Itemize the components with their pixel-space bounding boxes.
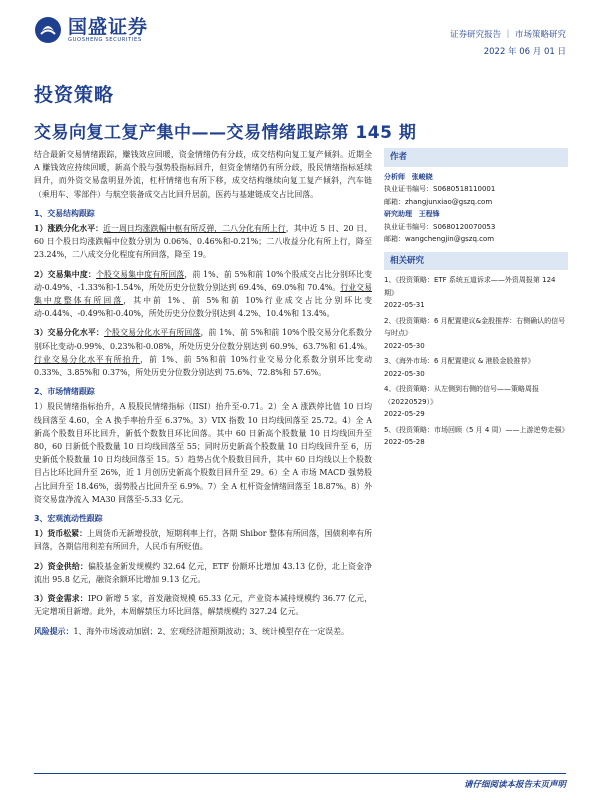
related-title: 4、《投资策略：从左侧到右侧的信号——策略周报（20220529）》 [384,385,539,406]
text: ，其中近 5 日、20 日、60 日个股日均涨跌幅中位数分别为 0.06%、0.46%和-0.21%；二八收益分化有所上行，降至 23.24%，二八成交分化程度有所回落，降至 19。 [34,224,372,260]
logo-emblem-icon [34,16,62,44]
risk-label: 风险提示： [34,626,74,636]
logo-english: GUOSHENG SECURITIES [68,37,142,43]
label: 3）资金需求： [34,594,88,604]
related-date: 2022-05-28 [384,438,425,446]
analyst-license: 执业证书编号：S0680120070053 [384,222,496,231]
footer-disclaimer: 请仔细阅读本报告末页声明 [463,780,566,790]
related-title: 3、《海外市场：6 月配置建议 & 港股金股推荐》 [384,357,535,365]
analyst-email[interactable]: 邮箱：zhangjunxiao@gszq.com [384,197,493,206]
text: 上周货币无新增投放，短期利率上行，各期 Shibor 整体有所回落，国债利率有所回落，各期信用利差有所回升，人民币有所贬值。 [34,529,372,552]
highlight: 近一周日均涨跌幅中枢有所反弹，二八分化有所上行 [103,224,286,234]
analyst-role: 分析师 [384,172,405,181]
related-item[interactable] [384,315,568,353]
analyst-1 [384,171,568,209]
related-date: 2022-05-30 [384,369,425,378]
label: 1）货币松紧： [34,529,88,539]
brand-logo [34,16,148,44]
analyst-2 [384,208,568,246]
label: 2）交易集中度： [34,269,96,279]
related-research-heading: 相关研究 [384,252,568,271]
related-title: 1、《投资策略：ETF 系统五道诉求——外资周报第 124 期》 [384,276,556,297]
risk-text: 1、海外市场波动加剧；2、宏观经济超预期波动；3、统计模型存在一定误差。 [73,626,349,636]
highlight: 行业交易集中度整体有所回落 [34,282,372,306]
report-date: 2022 年 06 月 01 日 [483,47,566,57]
main-content [34,148,372,644]
analyst-name: 张峻晓 [411,172,433,181]
section-3-para-1 [34,527,372,553]
authors-heading: 作者 [384,148,568,167]
label: 3）交易分化水平： [34,328,104,338]
section-3-heading: 3、宏观流动性跟踪 [34,514,103,524]
highlight: 个股交易集中度有所回落 [95,269,185,279]
section-1-heading: 1、交易结构跟踪 [34,208,95,218]
analyst-license: 执业证书编号：S0680518110001 [384,185,496,193]
related-item[interactable] [384,274,568,312]
label: 1）涨跌分化水平： [34,224,104,234]
related-item[interactable] [384,355,568,380]
text: IPO 新增 5 家，首发融资规模 65.33 亿元，产业资本减持规模约 36.77 亿元，无定增项目新增。此外，本周解禁压力环比回落，解禁规模约 327.24 亿元。 [34,594,373,617]
related-date: 2022-05-30 [384,341,425,350]
intro-paragraph: 结合最新交易情绪跟踪，赚钱效应回暖，资金情绪仍有分歧，成交结构向复工复产倾斜。近期全 A 赚钱效应持续回暖，新高个股与强势股指标回升，但资金情绪仍有所分歧，股民情绪指标延续回升，而外资交易盘明显外流，杠杆情绪也有所下移，成交结构继续向复工复产倾斜，汽车链（乘用车、零部件）与航空装备成交占比回升居前，医药与基建链成交占比回落。 [34,150,372,199]
text: ，前 1%、前 5%和前 10%个股交易分化系数分别环比变动-0.99%、0.23%和-0.08%，所处历史分位数分别达到 60.9%、63.7%和 61.4%。 [34,328,372,351]
related-title: 2、《投资策略：6 月配置建议&金股推荐：右侧确认的信号与时点》 [384,316,566,337]
section-1-para-3 [34,326,372,379]
text: ，前 1%、前 5%和前 10%个股成交占比分别环比变动-0.49%、-1.33%和-1.54%，所处历史分位数分别达到 69.4%、69.0%和 70.4%。 [34,269,372,292]
section-2-para: 1）股民情绪指标抬升，A 股股民情绪指标（IISI）抬升至-0.71。2）全 A 涨跌停比值 10 日均线回落至 4.60，全 A 换手率抬升至 6.37%。3）VIX 指数 10 日均线回落至 25.72。4）全 A 新高个股数目环比回升，新低个数数目环比回落。其中 60 日新高个股数量 10 日均线回升至 80，60 日新低个股数量 10 日均线回落至 55；同时历史新高个股数量 10 日均线回升至 6，历史新低个股数量 10 日均线回落至 15。5）趋势占优个股数目回升，其中 60 日均线以上个股数目占比环比回升至 26%，近 1 月创历史新高个股数目回升至 29。6）全 A 市场 MACD 强势股占比回升至 18.46%，弱势股占比回升至 6.9%。7）全 A 杠杆资金情绪回落至 18.87%。8）外资交易盘净流入 MA30 回落至-5.33 亿元。 [34,402,372,504]
label: 2）资金供给： [34,561,88,571]
section-1-para-2 [34,268,372,321]
logo-chinese: 国盛证券 [68,16,149,38]
analyst-role: 研究助理 [384,210,412,218]
section-3-para-3 [34,592,372,618]
highlight: 行业交易分化水平有所抬升 [34,354,141,364]
report-header [0,0,600,64]
related-item[interactable] [384,424,568,449]
section-3-para-2 [34,560,372,586]
section-2-heading: 2、市场情绪跟踪 [34,387,95,397]
report-title: 交易向复工复产集中——交易情绪跟踪第 145 期 [34,123,417,143]
text: 偏股基金新发规模约 32.64 亿元，ETF 份额环比增加 43.13 亿份，北上资金净流出 95.8 亿元，融资余额环比增加 9.13 亿元。 [34,561,372,584]
risk-warning [34,625,372,638]
analyst-name: 王程锋 [418,210,440,218]
text: ，前 1%、前 5%和前 10%行业交易分化系数分别环比变动 0.33%、3.85%和 0.37%，所处历史分位数分别达到 75.6%、72.8%和 57.6%。 [34,354,372,378]
related-date: 2022-05-29 [384,410,425,418]
sidebar [384,148,568,452]
highlight: 个股交易分化水平有所回落 [103,328,201,338]
text: ，其中前 1%、前 5%和前 10%行业成交占比分别环比变动-0.44%、-0.49%和-0.40%，所处历史分位数分别达到 4.2%、10.4%和 13.4%。 [34,296,372,319]
footer-divider [34,773,566,774]
report-type: 证券研究报告 ｜ 市场策略研究 [450,30,566,40]
section-title: 投资策略 [34,84,115,106]
related-item[interactable] [384,383,568,421]
section-1-para-1 [34,222,372,262]
analyst-email[interactable]: 邮箱：wangchengjin@gszq.com [384,235,495,243]
related-date: 2022-05-31 [384,301,425,309]
related-title: 5、《投资策略：市场回顾（5 月 4 周）——上游逆势走强》 [384,425,569,434]
